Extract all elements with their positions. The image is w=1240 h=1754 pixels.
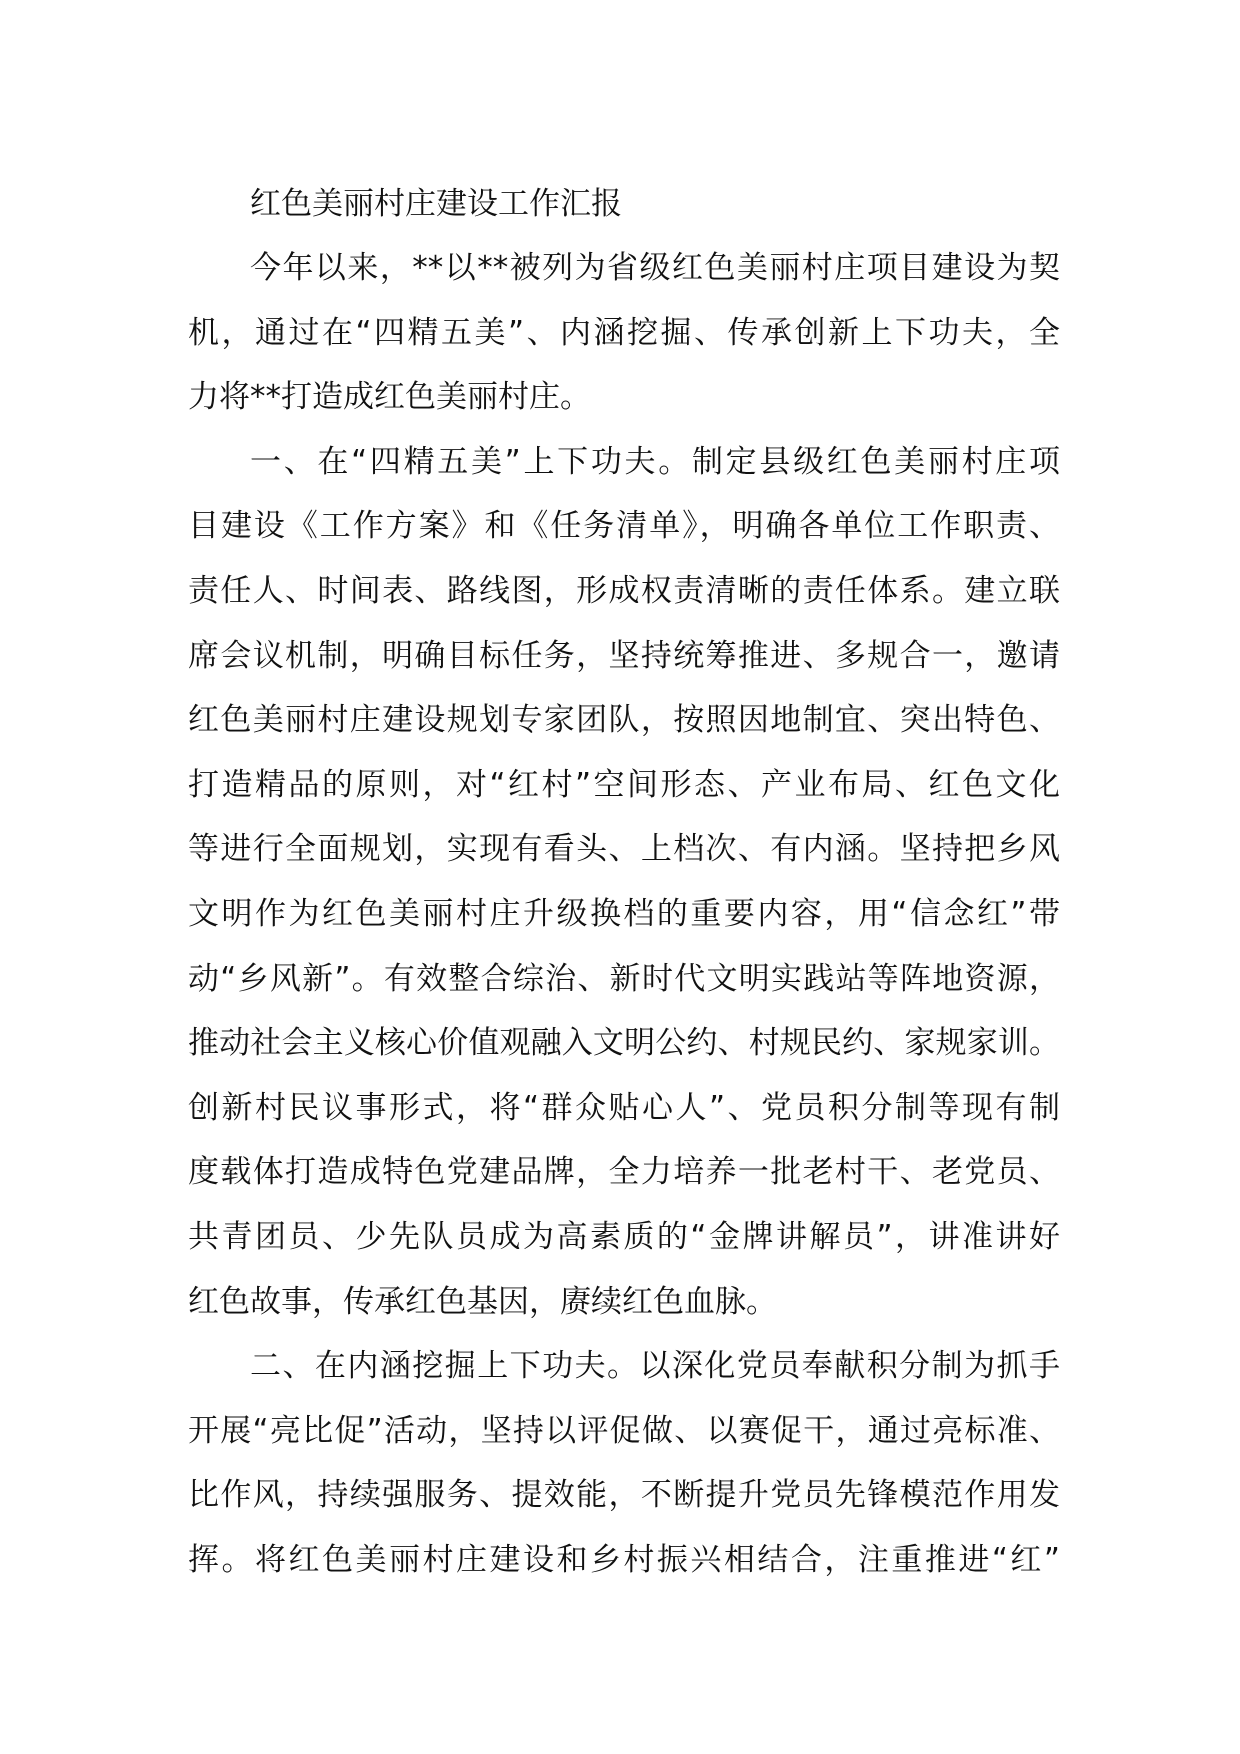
text-line: 挥。将红色美丽村庄建设和乡村振兴相结合，注重推进“红” <box>188 1541 1060 1578</box>
paragraph-intro <box>188 236 1060 430</box>
text-line: 机，通过在“四精五美”、内涵挖掘、传承创新上下功夫，全 <box>188 314 1060 351</box>
text-line: 共青团员、少先队员成为高素质的“金牌讲解员”，讲准讲好 <box>188 1218 1060 1255</box>
text-line: 责任人、时间表、路线图，形成权责清晰的责任体系。建立联 <box>188 572 1060 609</box>
text-line: 红色美丽村庄建设规划专家团队，按照因地制宜、突出特色、 <box>188 702 1060 739</box>
text-line: 力将**打造成红色美丽村庄。 <box>188 379 591 416</box>
text-line: 一、在“四精五美”上下功夫。制定县级红色美丽村庄项 <box>250 443 1060 480</box>
text-line: 目建设《工作方案》和《任务清单》，明确各单位工作职责、 <box>188 508 1060 545</box>
text-line: 度载体打造成特色党建品牌，全力培养一批老村干、老党员、 <box>188 1154 1060 1191</box>
text-line: 今年以来，**以**被列为省级红色美丽村庄项目建设为契 <box>250 250 1060 286</box>
text-line: 创新村民议事形式，将“群众贴心人”、党员积分制等现有制 <box>188 1089 1060 1126</box>
text-line: 二、在内涵挖掘上下功夫。以深化党员奉献积分制为抓手 <box>250 1348 1060 1385</box>
document-title: 红色美丽村庄建设工作汇报 <box>250 186 622 222</box>
text-line: 打造精品的原则，对“红村”空间形态、产业布局、红色文化 <box>188 766 1060 803</box>
text-line: 比作风，持续强服务、提效能，不断提升党员先锋模范作用发 <box>188 1477 1060 1514</box>
text-line: 席会议机制，明确目标任务，坚持统筹推进、多规合一，邀请 <box>188 637 1060 674</box>
paragraph-section-two <box>188 1334 1060 1592</box>
text-line: 开展“亮比促”活动，坚持以评促做、以赛促干，通过亮标准、 <box>188 1412 1060 1449</box>
paragraph-section-one <box>188 430 1060 1334</box>
text-line: 动“乡风新”。有效整合综治、新时代文明实践站等阵地资源， <box>188 960 1060 997</box>
document-body <box>188 172 1060 1592</box>
text-line: 红色故事，传承红色基因，赓续红色血脉。 <box>188 1283 777 1320</box>
text-line: 等进行全面规划，实现有看头、上档次、有内涵。坚持把乡风 <box>188 831 1060 868</box>
text-line: 文明作为红色美丽村庄升级换档的重要内容，用“信念红”带 <box>188 895 1060 932</box>
text-line: 推动社会主义核心价值观融入文明公约、村规民约、家规家训。 <box>188 1025 1060 1062</box>
